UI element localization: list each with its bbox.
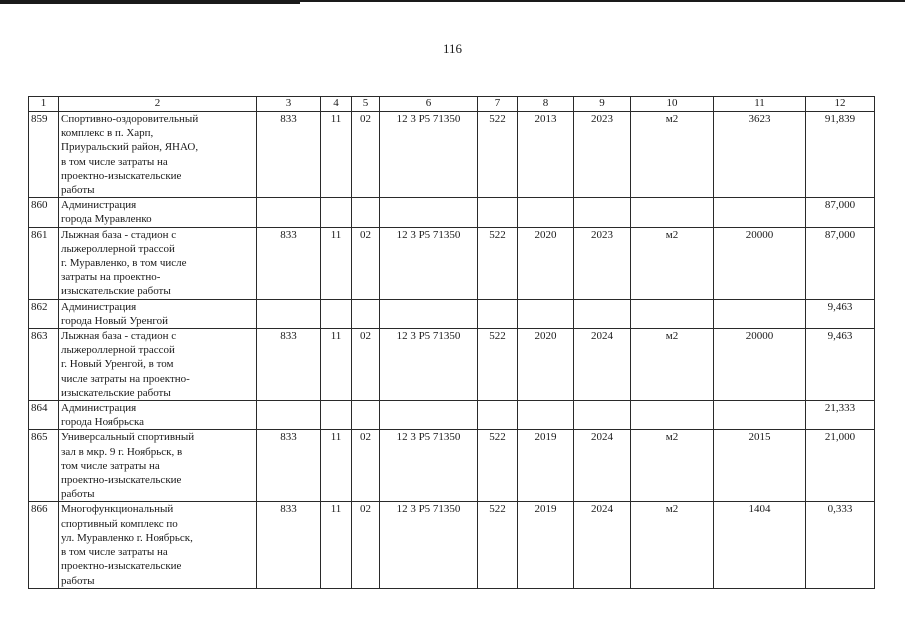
header-cell: 6 [380,97,478,112]
row-name [59,112,257,198]
row-name [59,227,257,299]
row-name [59,401,257,430]
row-name [59,299,257,328]
cell-col11: 1404 [714,502,806,588]
row-name-text: Универсальный спортивный зал в мкр. 9 г. Ноябрьск, в том числе затраты на проектно-изыскательские работы [61,431,195,501]
cell-col11: 20000 [714,329,806,401]
cell-col11 [714,401,806,430]
header-cell: 11 [714,97,806,112]
cell-col4 [321,198,352,227]
row-name [59,430,257,502]
cell-col3 [257,198,321,227]
cell-col12: 87,000 [806,198,875,227]
cell-col6 [380,401,478,430]
cell-col3: 833 [257,227,321,299]
cell-col4: 11 [321,502,352,588]
cell-col3: 833 [257,329,321,401]
table-row [29,502,875,588]
table-row [29,401,875,430]
row-number: 865 [29,430,59,502]
cell-col12: 9,463 [806,299,875,328]
cell-col10: м2 [631,329,714,401]
row-name-text: Администрация города Новый Уренгой [61,300,169,327]
table-row [29,299,875,328]
cell-col10 [631,198,714,227]
cell-col6 [380,299,478,328]
cell-col7: 522 [478,430,518,502]
cell-col8: 2020 [518,227,574,299]
cell-col6: 12 3 Р5 71350 [380,112,478,198]
cell-col7: 522 [478,502,518,588]
cell-col9: 2024 [574,430,631,502]
table-row [29,198,875,227]
cell-col5 [352,198,380,227]
cell-col7: 522 [478,112,518,198]
header-cell: 1 [29,97,59,112]
cell-col9 [574,401,631,430]
header-cell: 3 [257,97,321,112]
row-name-text: Спортивно-оздоровительный комплекс в п. Харп, Приуральский район, ЯНАО, в том числе затраты на проектно-изыскательские работы [61,113,199,197]
cell-col8: 2020 [518,329,574,401]
cell-col11 [714,299,806,328]
row-number: 859 [29,112,59,198]
cell-col9 [574,198,631,227]
row-name-text: Многофункциональный спортивный комплекс по ул. Муравленко г. Ноябрьск, в том числе затраты на проектно-изыскательские работы [61,503,193,587]
cell-col4: 11 [321,329,352,401]
row-number: 863 [29,329,59,401]
cell-col5 [352,299,380,328]
row-name-text: Администрация города Ноябрьска [61,402,144,429]
cell-col9 [574,299,631,328]
header-cell: 8 [518,97,574,112]
cell-col10 [631,401,714,430]
cell-col10: м2 [631,227,714,299]
cell-col12: 91,839 [806,112,875,198]
cell-col6: 12 3 Р5 71350 [380,502,478,588]
cell-col10 [631,299,714,328]
header-cell: 4 [321,97,352,112]
cell-col6: 12 3 Р5 71350 [380,329,478,401]
cell-col8: 2019 [518,430,574,502]
header-cell: 7 [478,97,518,112]
cell-col9: 2023 [574,112,631,198]
header-cell: 12 [806,97,875,112]
cell-col5: 02 [352,430,380,502]
cell-col10: м2 [631,112,714,198]
cell-col8 [518,401,574,430]
cell-col7 [478,299,518,328]
header-row [29,97,875,112]
cell-col7 [478,198,518,227]
header-cell: 9 [574,97,631,112]
cell-col10: м2 [631,502,714,588]
row-name [59,198,257,227]
header-cell: 2 [59,97,257,112]
cell-col8: 2013 [518,112,574,198]
cell-col5: 02 [352,112,380,198]
table-row [29,430,875,502]
cell-col8: 2019 [518,502,574,588]
cell-col12: 21,333 [806,401,875,430]
cell-col6: 12 3 Р5 71350 [380,227,478,299]
cell-col4: 11 [321,227,352,299]
row-number: 862 [29,299,59,328]
cell-col5: 02 [352,502,380,588]
cell-col9: 2023 [574,227,631,299]
cell-col7 [478,401,518,430]
cell-col12: 9,463 [806,329,875,401]
cell-col9: 2024 [574,502,631,588]
row-name [59,329,257,401]
page-number: 116 [442,41,463,56]
cell-col5: 02 [352,329,380,401]
cell-col3: 833 [257,430,321,502]
cell-col5 [352,401,380,430]
table-row [29,112,875,198]
row-name-text: Лыжная база - стадион с лыжероллерной трассой г. Муравленко, в том числе затраты на проектно- изыскательские работы [61,228,187,298]
cell-col3 [257,401,321,430]
cell-col8 [518,198,574,227]
cell-col4 [321,401,352,430]
cell-col8 [518,299,574,328]
cell-col9: 2024 [574,329,631,401]
data-table [28,96,875,589]
table-row [29,227,875,299]
cell-col3: 833 [257,502,321,588]
row-name [59,502,257,588]
cell-col11: 20000 [714,227,806,299]
cell-col6 [380,198,478,227]
top-border-accent [0,0,300,4]
cell-col12: 0,333 [806,502,875,588]
header-cell: 5 [352,97,380,112]
row-number: 864 [29,401,59,430]
row-name-text: Лыжная база - стадион с лыжероллерной трассой г. Новый Уренгой, в том числе затраты на проектно- изыскательские работы [61,330,190,399]
cell-col5: 02 [352,227,380,299]
cell-col3: 833 [257,112,321,198]
cell-col7: 522 [478,227,518,299]
cell-col4: 11 [321,112,352,198]
row-number: 866 [29,502,59,588]
header-cell: 10 [631,97,714,112]
cell-col11: 2015 [714,430,806,502]
row-name-text: Администрация города Муравленко [61,199,152,226]
row-number: 860 [29,198,59,227]
cell-col7: 522 [478,329,518,401]
cell-col4: 11 [321,430,352,502]
cell-col4 [321,299,352,328]
cell-col11: 3623 [714,112,806,198]
row-number: 861 [29,227,59,299]
cell-col12: 21,000 [806,430,875,502]
cell-col11 [714,198,806,227]
cell-col12: 87,000 [806,227,875,299]
cell-col3 [257,299,321,328]
cell-col6: 12 3 Р5 71350 [380,430,478,502]
cell-col10: м2 [631,430,714,502]
table-row [29,329,875,401]
